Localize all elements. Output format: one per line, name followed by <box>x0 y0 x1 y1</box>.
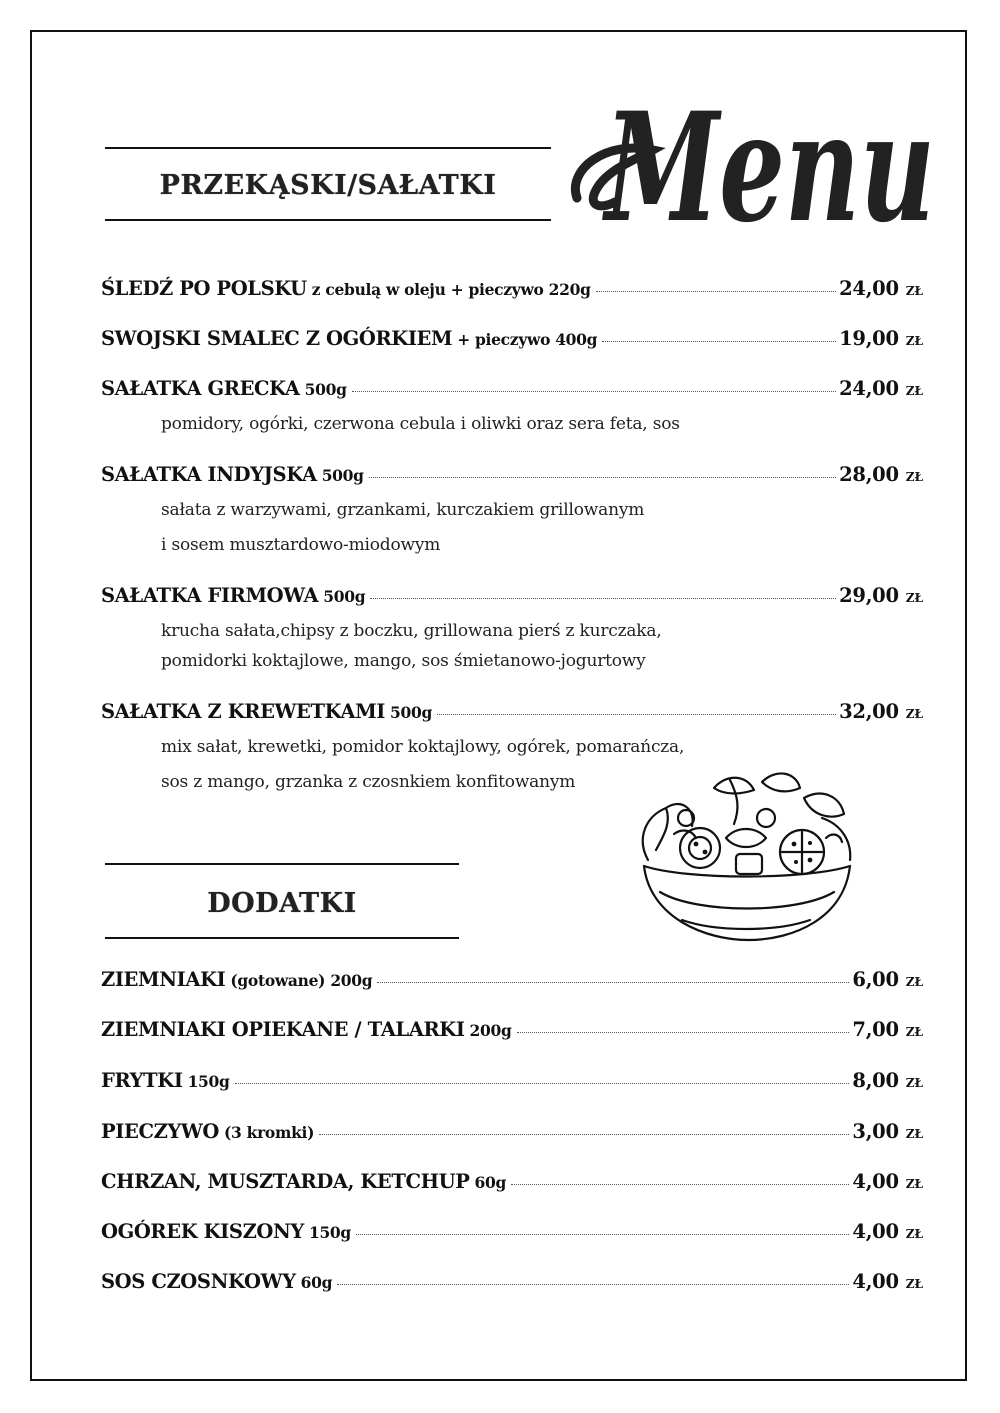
dot-leader <box>337 1284 849 1285</box>
item-price: 28,00 <box>839 463 899 486</box>
item-extra: 500g <box>323 587 366 606</box>
menu-item-row <box>101 700 923 730</box>
item-currency: ZŁ <box>905 1227 923 1241</box>
menu-item-row <box>101 1270 923 1300</box>
item-extra: (3 kromki) <box>224 1123 315 1142</box>
item-name: PIECZYWO <box>101 1120 220 1143</box>
item-description: sos z mango, grzanka z czosnkiem konfitowanym <box>161 772 576 792</box>
menu-item-row <box>101 1170 923 1200</box>
dot-leader <box>319 1134 849 1135</box>
section1-bottom-rule <box>105 219 551 221</box>
dot-leader <box>356 1234 849 1235</box>
item-price: 24,00 <box>839 277 899 300</box>
item-extra: + pieczywo 400g <box>457 330 598 349</box>
item-description: mix sałat, krewetki, pomidor koktajlowy, ogórek, pomarańcza, <box>161 737 685 757</box>
dot-leader <box>596 291 837 292</box>
item-currency: ZŁ <box>905 1076 923 1090</box>
logo-text: Menu <box>601 80 935 256</box>
item-name: SAŁATKA FIRMOWA <box>101 584 319 607</box>
item-name: SWOJSKI SMALEC Z OGÓRKIEM <box>101 327 453 350</box>
item-currency: ZŁ <box>905 707 923 721</box>
item-extra: 150g <box>187 1072 230 1091</box>
item-name: ZIEMNIAKI OPIEKANE / TALARKI <box>101 1018 465 1041</box>
menu-item-row <box>101 584 923 614</box>
item-price: 32,00 <box>839 700 899 723</box>
item-currency: ZŁ <box>905 470 923 484</box>
menu-item-row <box>101 968 923 998</box>
item-price: 19,00 <box>839 327 899 350</box>
item-extra: 500g <box>390 703 433 722</box>
menu-logo <box>565 70 945 270</box>
item-currency: ZŁ <box>905 1127 923 1141</box>
menu-item-row <box>101 1018 923 1048</box>
item-name: SOS CZOSNKOWY <box>101 1270 296 1293</box>
item-name: CHRZAN, MUSZTARDA, KETCHUP <box>101 1170 470 1193</box>
item-price: 4,00 <box>852 1270 899 1293</box>
item-currency: ZŁ <box>905 975 923 989</box>
item-extra: 150g <box>308 1223 351 1242</box>
menu-item-row <box>101 463 923 493</box>
item-currency: ZŁ <box>905 1277 923 1291</box>
menu-item-row <box>101 1220 923 1250</box>
item-name: ŚLEDŹ PO POLSKU <box>101 277 307 300</box>
section1-top-rule <box>105 147 551 149</box>
item-price: 29,00 <box>839 584 899 607</box>
item-description: pomidory, ogórki, czerwona cebula i oliwki oraz sera feta, sos <box>161 414 680 434</box>
item-currency: ZŁ <box>905 384 923 398</box>
dot-leader <box>352 391 837 392</box>
dot-leader <box>437 714 836 715</box>
dot-leader <box>235 1083 850 1084</box>
item-price: 4,00 <box>852 1170 899 1193</box>
dot-leader <box>370 598 836 599</box>
section2-top-rule <box>105 863 459 865</box>
item-extra: 60g <box>474 1173 507 1192</box>
item-name: OGÓREK KISZONY <box>101 1220 304 1243</box>
item-price: 24,00 <box>839 377 899 400</box>
item-currency: ZŁ <box>905 1177 923 1191</box>
menu-item-row <box>101 327 923 357</box>
item-price: 4,00 <box>852 1220 899 1243</box>
dot-leader <box>602 341 836 342</box>
menu-item-row <box>101 1069 923 1099</box>
item-price: 3,00 <box>852 1120 899 1143</box>
section1-title: PRZEKĄSKI/SAŁATKI <box>159 170 497 201</box>
item-price: 8,00 <box>852 1069 899 1092</box>
menu-item-row <box>101 1120 923 1150</box>
item-extra: z cebulą w oleju + pieczywo 220g <box>311 280 591 299</box>
section2-title: DODATKI <box>207 888 357 919</box>
item-extra: 500g <box>321 466 364 485</box>
salad-bowl-icon <box>626 768 866 948</box>
item-extra: (gotowane) 200g <box>230 971 373 990</box>
item-name: SAŁATKA Z KREWETKAMI <box>101 700 386 723</box>
item-currency: ZŁ <box>905 284 923 298</box>
dot-leader <box>517 1032 850 1033</box>
item-name: ZIEMNIAKI <box>101 968 226 991</box>
item-price: 6,00 <box>852 968 899 991</box>
dot-leader <box>369 477 836 478</box>
item-name: SAŁATKA INDYJSKA <box>101 463 317 486</box>
item-extra: 500g <box>304 380 347 399</box>
item-currency: ZŁ <box>905 591 923 605</box>
item-name: SAŁATKA GRECKA <box>101 377 300 400</box>
item-description: sałata z warzywami, grzankami, kurczakiem grillowanym <box>161 500 645 520</box>
dot-leader <box>377 982 849 983</box>
item-description: i sosem musztardowo-miodowym <box>161 535 441 555</box>
item-description: pomidorki koktajlowe, mango, sos śmietanowo-jogurtowy <box>161 651 646 671</box>
item-description: krucha sałata,chipsy z boczku, grillowana pierś z kurczaka, <box>161 621 662 641</box>
item-currency: ZŁ <box>905 1025 923 1039</box>
item-currency: ZŁ <box>905 334 923 348</box>
menu-item-row <box>101 277 923 307</box>
dot-leader <box>511 1184 849 1185</box>
item-extra: 60g <box>300 1273 333 1292</box>
item-price: 7,00 <box>852 1018 899 1041</box>
item-name: FRYTKI <box>101 1069 183 1092</box>
menu-item-row <box>101 377 923 407</box>
item-extra: 200g <box>469 1021 512 1040</box>
section2-bottom-rule <box>105 937 459 939</box>
